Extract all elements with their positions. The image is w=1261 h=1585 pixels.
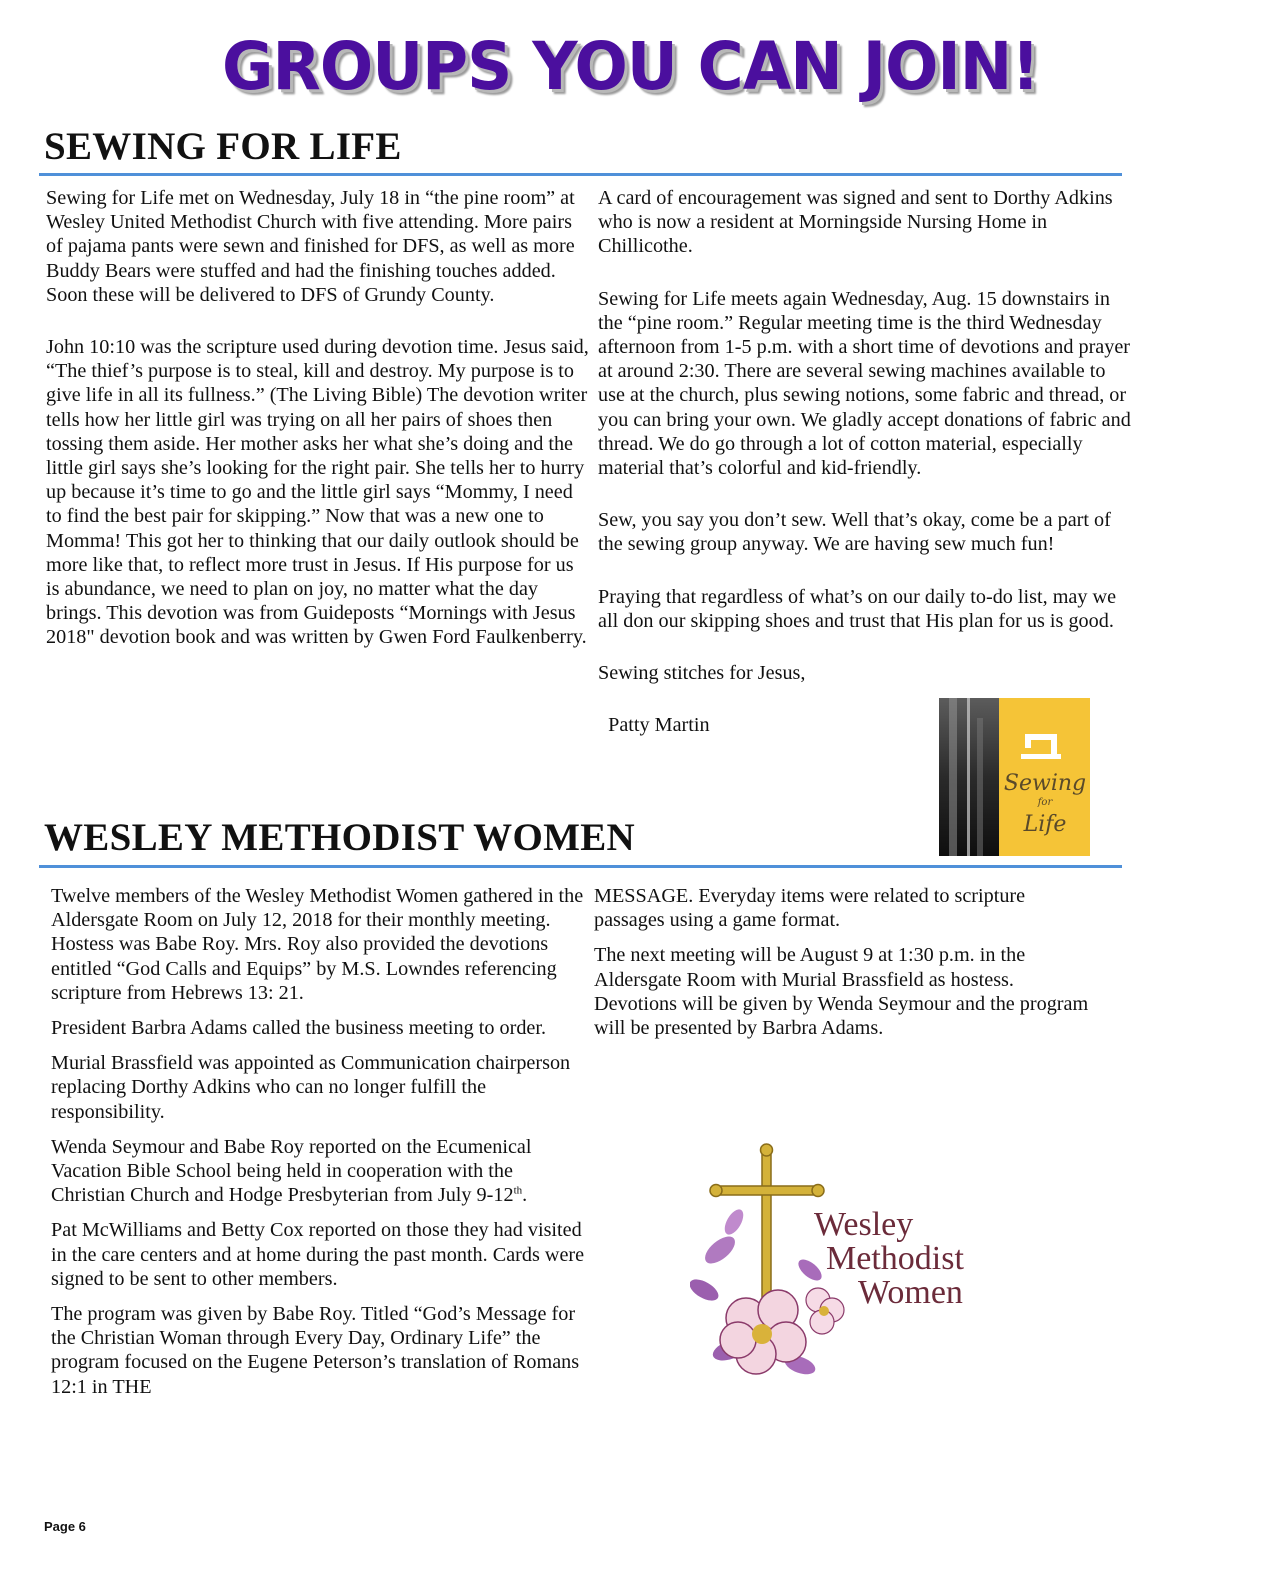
sewing-right-column [598, 186, 1136, 737]
sewing-invite-paragraph: Sew, you say you don’t sew. Well that’s okay, come be a part of the sewing group anyway. We are having sew much fun! [598, 509, 1111, 556]
wesley-meeting-paragraph: Twelve members of the Wesley Methodist Women gathered in the Aldersgate Room on July 12, 2018 for their monthly meeting. Hostess was Babe Roy. Mrs. Roy also provided the devotions entitled “God Calls and Equips” by M.S. Lowndes referencing scripture from Hebrews 13: 21. [51, 885, 584, 1004]
wesley-program-continued: MESSAGE. Everyday items were related to scripture passages using a game format. [594, 885, 1026, 932]
sewing-closing: Sewing stitches for Jesus, [598, 662, 806, 685]
wesley-program-paragraph: The program was given by Babe Roy. Titled “God’s Message for the Christian Woman through Every Day, Ordinary Life” the program focused on the Eugene Peterson’s translation of Romans 12:1 in THE [51, 1303, 580, 1398]
sewing-title-rule [39, 173, 1122, 176]
wesley-vbs-period: . [522, 1184, 528, 1207]
wesley-vbs-superscript: th [513, 1184, 523, 1197]
wesley-section-title: WESLEY METHODIST WOMEN [44, 816, 636, 859]
logo-word-wesley: Wesley [814, 1206, 914, 1243]
wesley-left-column [51, 884, 589, 1410]
sewing-left-column [46, 186, 591, 650]
wesley-appointment-paragraph: Murial Brassfield was appointed as Communication chairperson replacing Dorthy Adkins who can no longer fulfill the responsibility. [51, 1052, 571, 1123]
sewing-next-meeting-paragraph: Sewing for Life meets again Wednesday, Aug. 15 downstairs in the “pine room.” Regular meeting time is the third Wednesday afternoon from 1-5 p.m. with a short time of devotions and prayer at around 2:30. There are several sewing machines available to use at the church, plus sewing notions, some fabric and thread, or you can bring your own. We gladly accept donations of fabric and thread. We do go through a lot of cotton material, especially material that’s colorful and kid-friendly. [598, 287, 1131, 480]
logo-word-women: Women [858, 1274, 963, 1311]
wesley-methodist-women-logo [690, 1140, 1020, 1410]
wesley-right-column [594, 884, 1094, 1051]
wesley-next-meeting-paragraph: The next meeting will be August 9 at 1:30 p.m. in the Aldersgate Room with Murial Brassfield as hostess. Devotions will be given by Wenda Seymour and the program will be presented by Barbra Adams. [594, 944, 1089, 1040]
sewing-meeting-paragraph: Sewing for Life met on Wednesday, July 18 in “the pine room” at Wesley United Methodist Church with five attending. More pairs of pajama pants were sewn and finished for DFS, as well as more Buddy Bears were stuffed and had the finishing touches added. Soon these will be delivered to DFS of Grundy County. [46, 187, 575, 306]
wesley-business-paragraph: President Barbra Adams called the business meeting to order. [51, 1017, 547, 1040]
sewing-devotion-paragraph: John 10:10 was the scripture used during devotion time. Jesus said, “The thief’s purpose is to steal, kill and destroy. My purpose is to give life in all its fullness.” (The Living Bible) The devotion writer tells how her little girl was trying on all her pairs of shoes then tossing them aside. Her mother asks her what she’s doing and the little girl says she’s looking for the right pair. She tells her to hurry up because it’s time to go and the little girl says “Mommy, I need to find the best pair for skipping.” Now that was a new one to Momma! This got her to thinking that our daily outlook should be more like that, to reflect more trust in Jesus. If His purpose for us is abundance, we need to plan on joy, no matter what the day brings. This devotion was from Guideposts “Mornings with Jesus 2018" devotion book and was written by Gwen Ford Faulkenberry. [46, 336, 589, 649]
wesley-vbs-text: Wenda Seymour and Babe Roy reported on the Ecumenical Vacation Bible School being held in cooperation with the Christian Church and Hodge Presbyterian from July 9-12 [51, 1135, 532, 1207]
sewing-prayer-paragraph: Praying that regardless of what’s on our daily to-do list, may we all don our skipping shoes and trust that His plan for us is good. [598, 585, 1117, 632]
logo-word-for: for [1037, 797, 1053, 808]
sewing-for-life-logo [939, 698, 1090, 856]
sewing-signature: Patty Martin [598, 714, 710, 737]
page-banner: GROUPS YOU CAN JOIN! [222, 28, 1039, 105]
wesley-vbs-paragraph [51, 1135, 589, 1208]
logo-word-sewing: Sewing [1003, 771, 1087, 796]
sewing-card-paragraph: A card of encouragement was signed and sent to Dorthy Adkins who is now a resident at Morningside Nursing Home in Chillicothe. [598, 187, 1113, 258]
logo-word-life: Life [1023, 812, 1067, 837]
wesley-visits-paragraph: Pat McWilliams and Betty Cox reported on those they had visited in the care centers and at home during the past month. Cards were signed to be sent to other members. [51, 1219, 585, 1290]
page-number: Page 6 [44, 1519, 86, 1534]
wesley-title-rule [39, 865, 1122, 868]
logo-word-methodist: Methodist [826, 1240, 964, 1277]
sewing-section-title: SEWING FOR LIFE [44, 125, 402, 168]
